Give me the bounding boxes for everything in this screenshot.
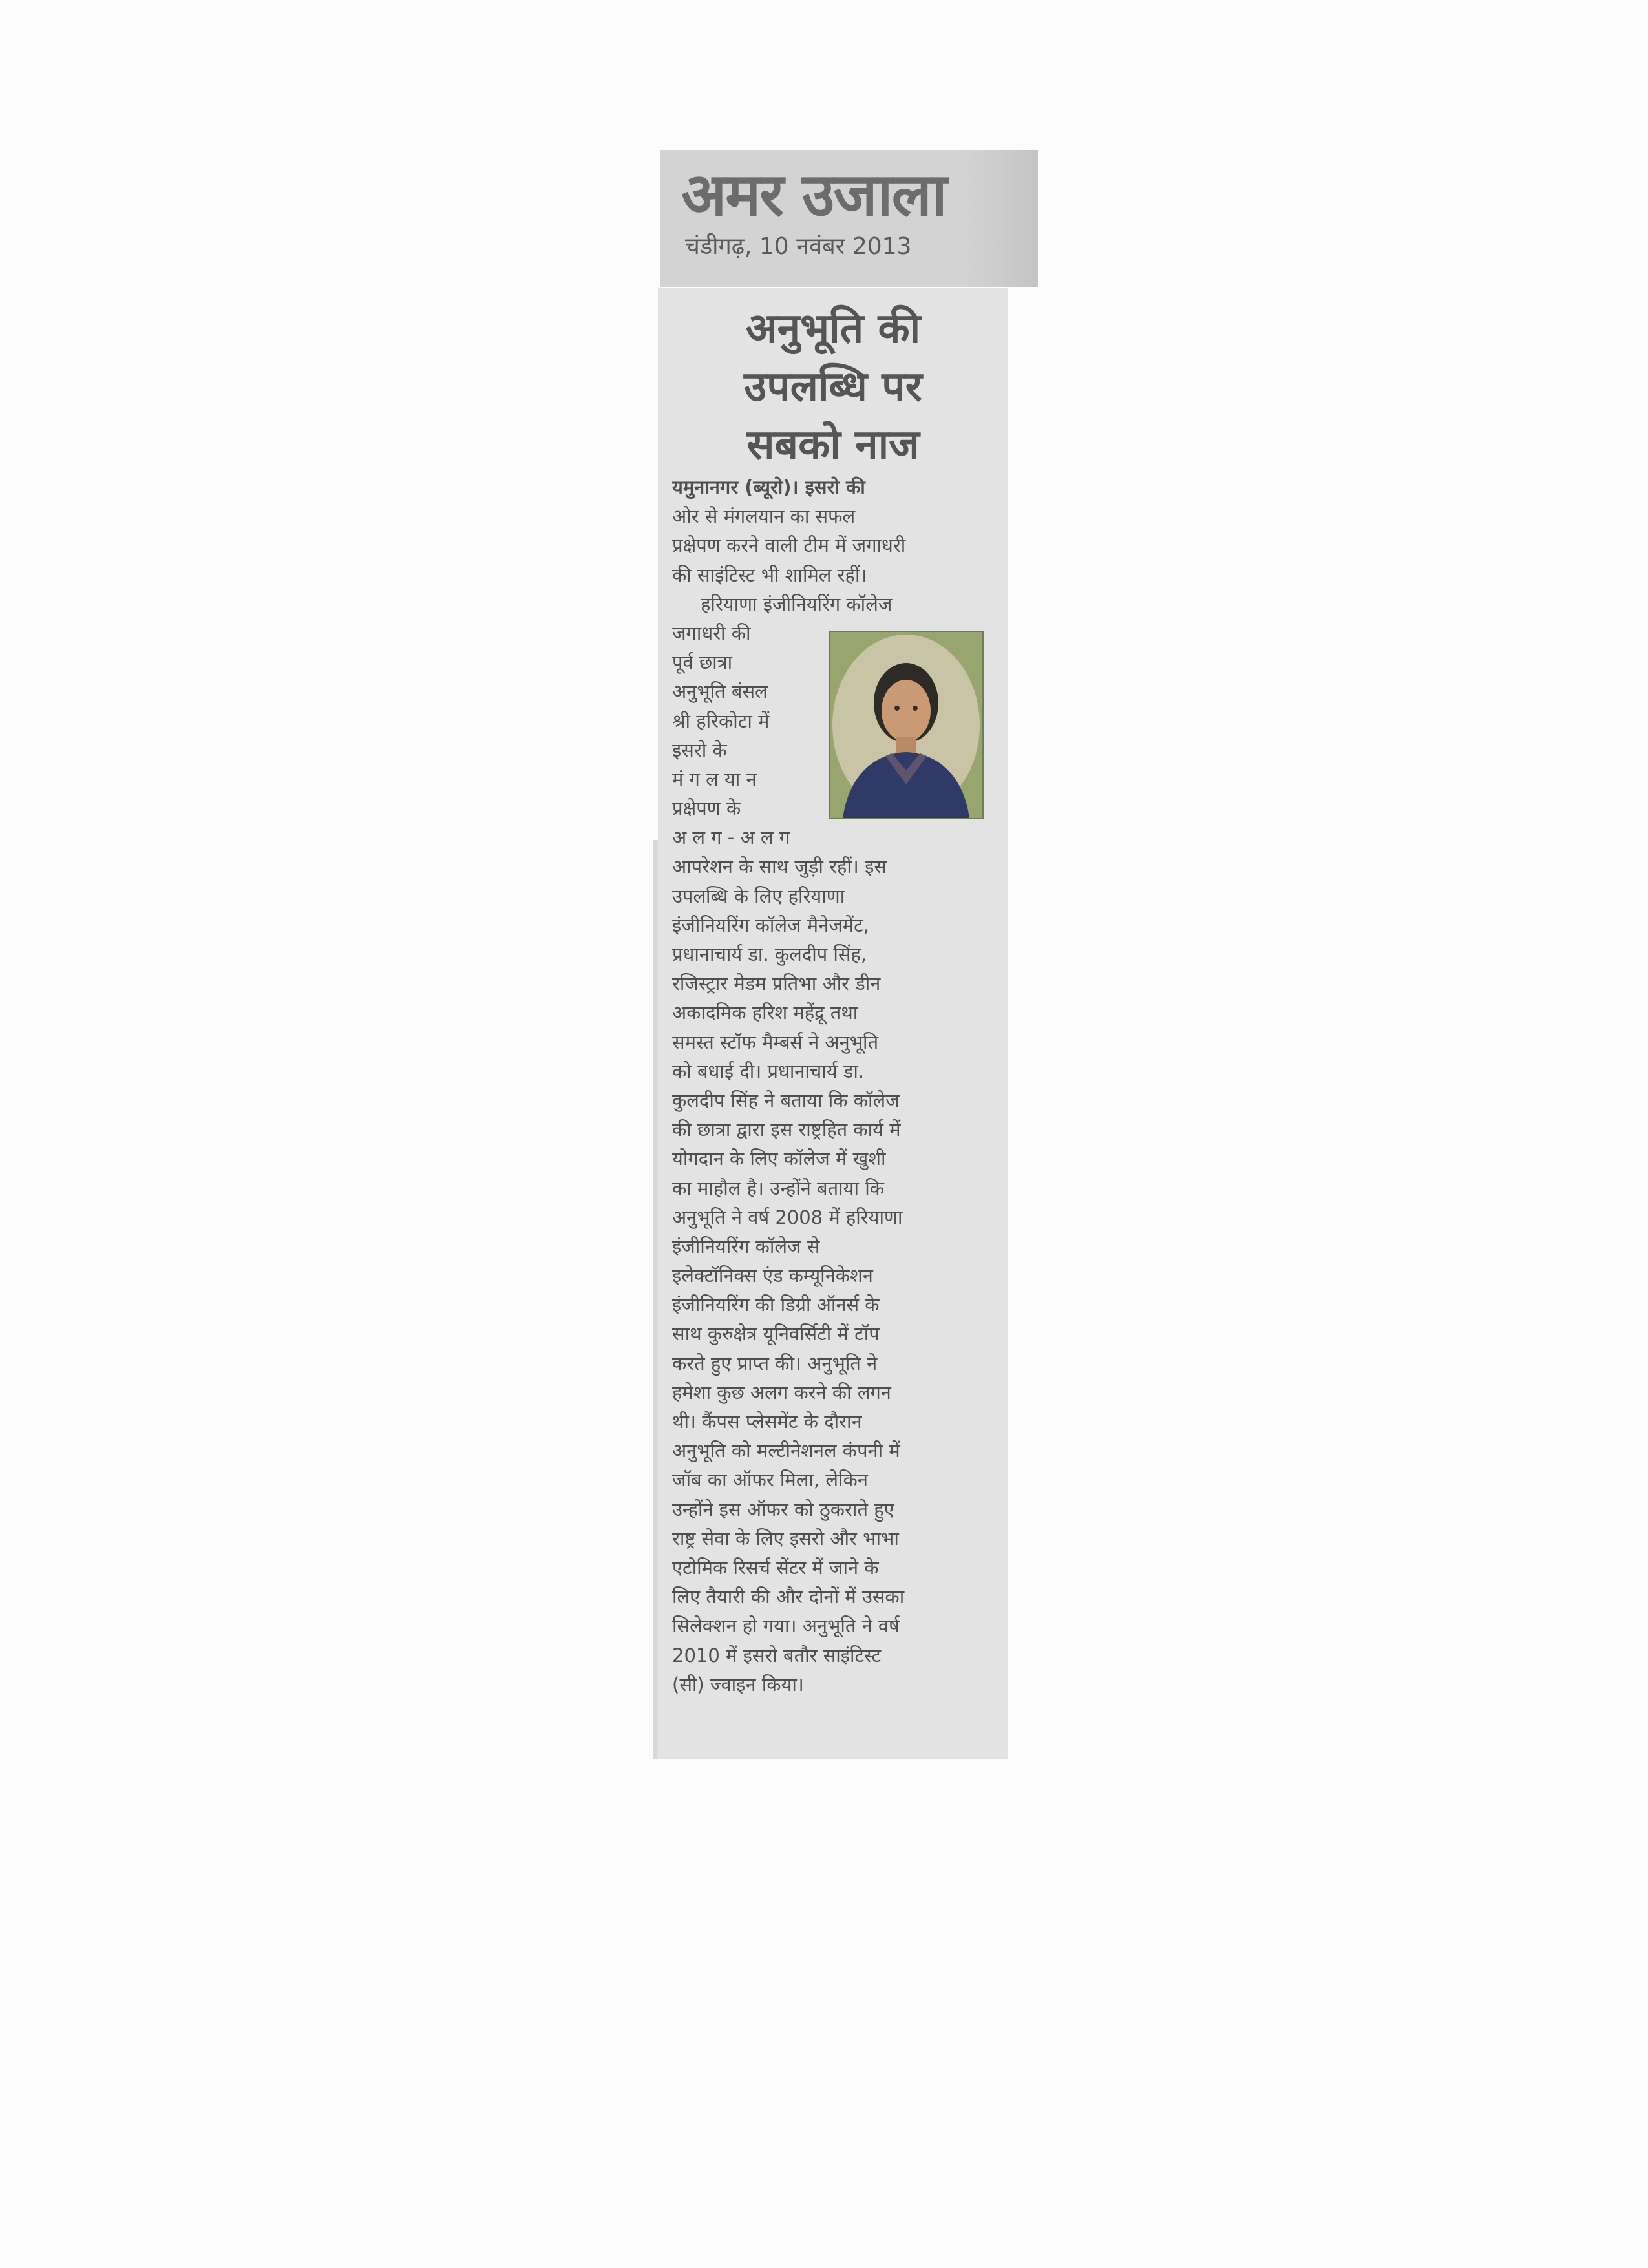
article-line: हमेशा कुछ अलग करने की लगन bbox=[672, 1381, 891, 1403]
newspaper-masthead bbox=[660, 150, 1038, 287]
news-clipping bbox=[658, 288, 1008, 1759]
article-line: करते हुए प्राप्त की। अनुभूति ने bbox=[672, 1352, 878, 1374]
article-line: उपलब्धि के लिए हरियाणा bbox=[672, 885, 845, 907]
article-line: कुलदीप सिंह ने बताया कि कॉलेज bbox=[672, 1089, 900, 1111]
article-line: की साइंटिस्ट भी शामिल रहीं। bbox=[672, 563, 867, 586]
article-line: की छात्रा द्वारा इस राष्ट्रहित कार्य में bbox=[672, 1118, 901, 1141]
article-line: थी। कैंपस प्लेसमेंट के दौरान bbox=[672, 1411, 862, 1433]
headline-line: सबको नाज bbox=[746, 421, 920, 469]
masthead-shade bbox=[964, 150, 1038, 287]
article-line: समस्त स्टॉफ मैम्बर्स ने अनुभूति bbox=[672, 1031, 879, 1053]
article-line: ओर से मंगलयान का सफल bbox=[672, 505, 856, 528]
article-line: अकादमिक हरिश महेंद्रू तथा bbox=[672, 1002, 858, 1024]
article-line: योगदान के लिए कॉलेज में खुशी bbox=[672, 1148, 886, 1170]
article-line: इलेक्टॉनिक्स एंड कम्यूनिकेशन bbox=[672, 1265, 873, 1287]
article-line: प्रक्षेपण करने वाली टीम में जगाधरी bbox=[672, 534, 906, 557]
article-line: हरियाणा इंजीनियरिंग कॉलेज bbox=[701, 593, 893, 615]
headline-line: अनुभूति की bbox=[745, 305, 921, 353]
article-line: को बधाई दी। प्रधानाचार्य डा. bbox=[672, 1060, 865, 1082]
article-line: श्री हरिकोटा में bbox=[672, 709, 770, 732]
article-line: प्रक्षेपण के bbox=[672, 797, 741, 820]
article-body bbox=[672, 473, 995, 1699]
article-line: प्रधानाचार्य डा. कुलदीप सिंह, bbox=[672, 943, 867, 965]
article-line: सिलेक्शन हो गया। अनुभूति ने वर्ष bbox=[672, 1615, 900, 1637]
article-line: यमुनानगर (ब्यूरो)। इसरो की bbox=[672, 476, 865, 498]
article-line: अनुभूति बंसल bbox=[672, 680, 768, 703]
article-line: जगाधरी की bbox=[672, 622, 751, 644]
article-line: इंजीनियरिंग कॉलेज मैनेजमेंट, bbox=[672, 914, 869, 936]
article-line: (सी) ज्वाइन किया। bbox=[672, 1673, 804, 1696]
article-headline bbox=[658, 300, 1008, 474]
article-line: मं ग ल या न bbox=[672, 768, 757, 790]
article-line: पूर्व छात्रा bbox=[672, 651, 733, 674]
article-line: अनुभूति ने वर्ष 2008 में हरियाणा bbox=[672, 1206, 903, 1228]
article-line: इंजीनियरिंग कॉलेज से bbox=[672, 1235, 820, 1257]
article-line: अ ल ग - अ ल ग bbox=[672, 826, 790, 849]
article-line: रजिस्ट्रार मेडम प्रतिभा और डीन bbox=[672, 972, 881, 995]
article-line: अनुभूति को मल्टीनेशनल कंपनी में bbox=[672, 1440, 900, 1462]
dateline: चंडीगढ़, 10 नवंबर 2013 bbox=[685, 233, 912, 260]
article-line: उन्होंने इस ऑफर को ठुकराते हुए bbox=[672, 1498, 894, 1520]
article-line: 2010 में इसरो बतौर साइंटिस्ट bbox=[672, 1644, 882, 1666]
article-line: लिए तैयारी की और दोनों में उसका bbox=[672, 1586, 905, 1608]
article-line: एटोमिक रिसर्च सेंटर में जाने के bbox=[672, 1556, 879, 1579]
newspaper-name: अमर उजाला bbox=[681, 160, 946, 229]
article-line: इंजीनियरिंग की डिग्री ऑनर्स के bbox=[672, 1294, 880, 1316]
article-line: जॉब का ऑफर मिला, लेकिन bbox=[672, 1469, 868, 1491]
article-line: इसरो के bbox=[672, 739, 727, 761]
headline-line: उपलब्धि पर bbox=[744, 363, 922, 411]
article-line: राष्ट्र सेवा के लिए इसरो और भाभा bbox=[672, 1527, 899, 1549]
article-line: का माहौल है। उन्होंने बताया कि bbox=[672, 1177, 884, 1199]
article-line: आपरेशन के साथ जुड़ी रहीं। इस bbox=[672, 856, 887, 878]
article-line: साथ कुरुक्षेत्र यूनिवर्सिटी में टॉप bbox=[672, 1323, 880, 1345]
